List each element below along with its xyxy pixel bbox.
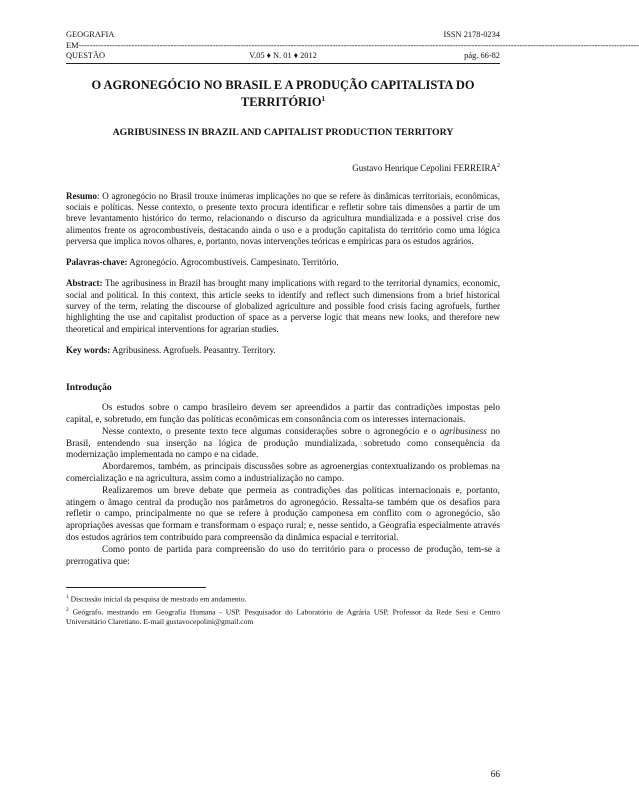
author-name: Gustavo Henrique Cepolini FERREIRA$^2$	[352, 162, 500, 173]
running-header	[66, 30, 639, 64]
author-footnote-mark: 2	[497, 162, 500, 169]
title-footnote-mark: 1	[321, 94, 326, 103]
header-rule	[66, 63, 500, 64]
paragraph-1: Os estudos sobre o campo brasileiro devem ser apreendidos a partir das contradições impostas pelo capital, e, sobretudo, em função das políticas econômicas em consonância com os interesses internacionais.	[66, 403, 500, 425]
paragraph-4: Realizaremos um breve debate que permeia as contradições das políticas internacionais e, portanto, atingem o âmago central da produção nos parâmetros do agronegócio. Ressalta-se também que os desafios para refletir o campo, principalmente no que se refere à produção camponesa em conflito com o agronegócio, são apropriações avessas que formam e transformam o espaço rural; e, nesse sentido, a Geografia especialmente através dos estudos agrários tem contribuído para compreensão da dinâmica espacial e territorial.	[66, 485, 500, 543]
section-heading: Introdução	[66, 382, 112, 394]
page-range: pág. 66-82	[464, 51, 500, 60]
abstract: Abstract: The agribusiness in Brazil has brought many implications with regard to the territorial dynamics, economic, social and political. In this context, this article seeks to identify and reflect such dimensions from a brief historical survey of the term, relating the discourse of globalized agriculture and possible food crisis facing agrofuels, further highlighting the use and capitalist production of space as a perverse logic that means new looks, and therefore new theoretical and empirical interventions for agrarian studies.	[66, 278, 500, 334]
paragraph-2: Nesse contexto, o presente texto tece algumas considerações sobre o agronegócio e o agribusiness no Brasil, entendendo sua inserção na lógica de produção mundializada, sobretudo como consequência da modernização implementada no campo e na cidade.	[66, 426, 500, 461]
palavras-label: Palavras-chave:	[66, 257, 128, 268]
abstract-label: Abstract:	[66, 278, 103, 289]
volume-info: V.05 ♦ N. 01 ♦ 2012	[249, 51, 317, 60]
footnote-rule	[66, 587, 206, 588]
journal-section: QUESTÃO	[66, 51, 106, 60]
journal-name: GEOGRAFIA	[66, 30, 115, 39]
paragraph-5: Como ponto de partida para compreensão do uso do território para o processo de produção, tem-se a prerrogativa que:	[66, 544, 500, 567]
header-dash-line: EM---------------------------------------------------------------------------------------------------------------------------------------------------------------------------------------------------------	[66, 40, 639, 50]
page-number: 66	[490, 770, 500, 780]
resumo-label: Resumo	[66, 190, 97, 201]
paragraph-3: Abordaremos, também, as principais discussões sobre as agroenergias contextualizando os problemas na comercialização e na agricultura, assim como a industrialização no campo.	[66, 462, 500, 484]
issn: ISSN 2178-0234	[443, 30, 500, 39]
resumo: Resumo: O agronegócio no Brasil trouxe inúmeras implicações no que se refere às dinâmicas territoriais, econômicas, sociais e políticas. Nesse contexto, o presente texto procura identificar e refletir sobre tais dimensões a partir de um breve levantamento histórico do termo, relacionando o discurso da agricultura mundializada e a possível crise dos alimentos frente os agrocombustíveis, destacando ainda o uso e a produção capitalista do território como uma lógica perversa que implica novos olhares, e, portanto, novas intervenções teóricas e empíricas para os estudos agrários.	[66, 190, 500, 246]
article-subtitle: AGRIBUSINESS IN BRAZIL AND CAPITALIST PRODUCTION TERRITORY	[112, 126, 454, 138]
keywords: Key words: Agribusiness. Agrofuels. Peasantry. Territory.	[66, 344, 276, 355]
article-page	[66, 30, 639, 627]
footnote-2: $^2$ Geógrafo, mestrando em Geografia Humana - USP. Pesquisador do Laboratório de Agrária USP. Professor da Rede Sesi e Centro Universitário Claretiano. E-mail gustavocepolini@gmail.com	[66, 606, 500, 627]
footnote-1: $^1$ Discussão inicial da pesquisa de mestrado em andamento.	[66, 594, 247, 604]
keywords-label: Key words:	[66, 344, 111, 355]
article-title: O AGRONEGÓCIO NO BRASIL E A PRODUÇÃO CAPITALISTA DO TERRITÓRIO$^1$	[91, 77, 475, 109]
palavras-chave: Palavras-chave: Agronegócio. Agrocombustíveis. Campesinato. Território.	[66, 257, 339, 268]
